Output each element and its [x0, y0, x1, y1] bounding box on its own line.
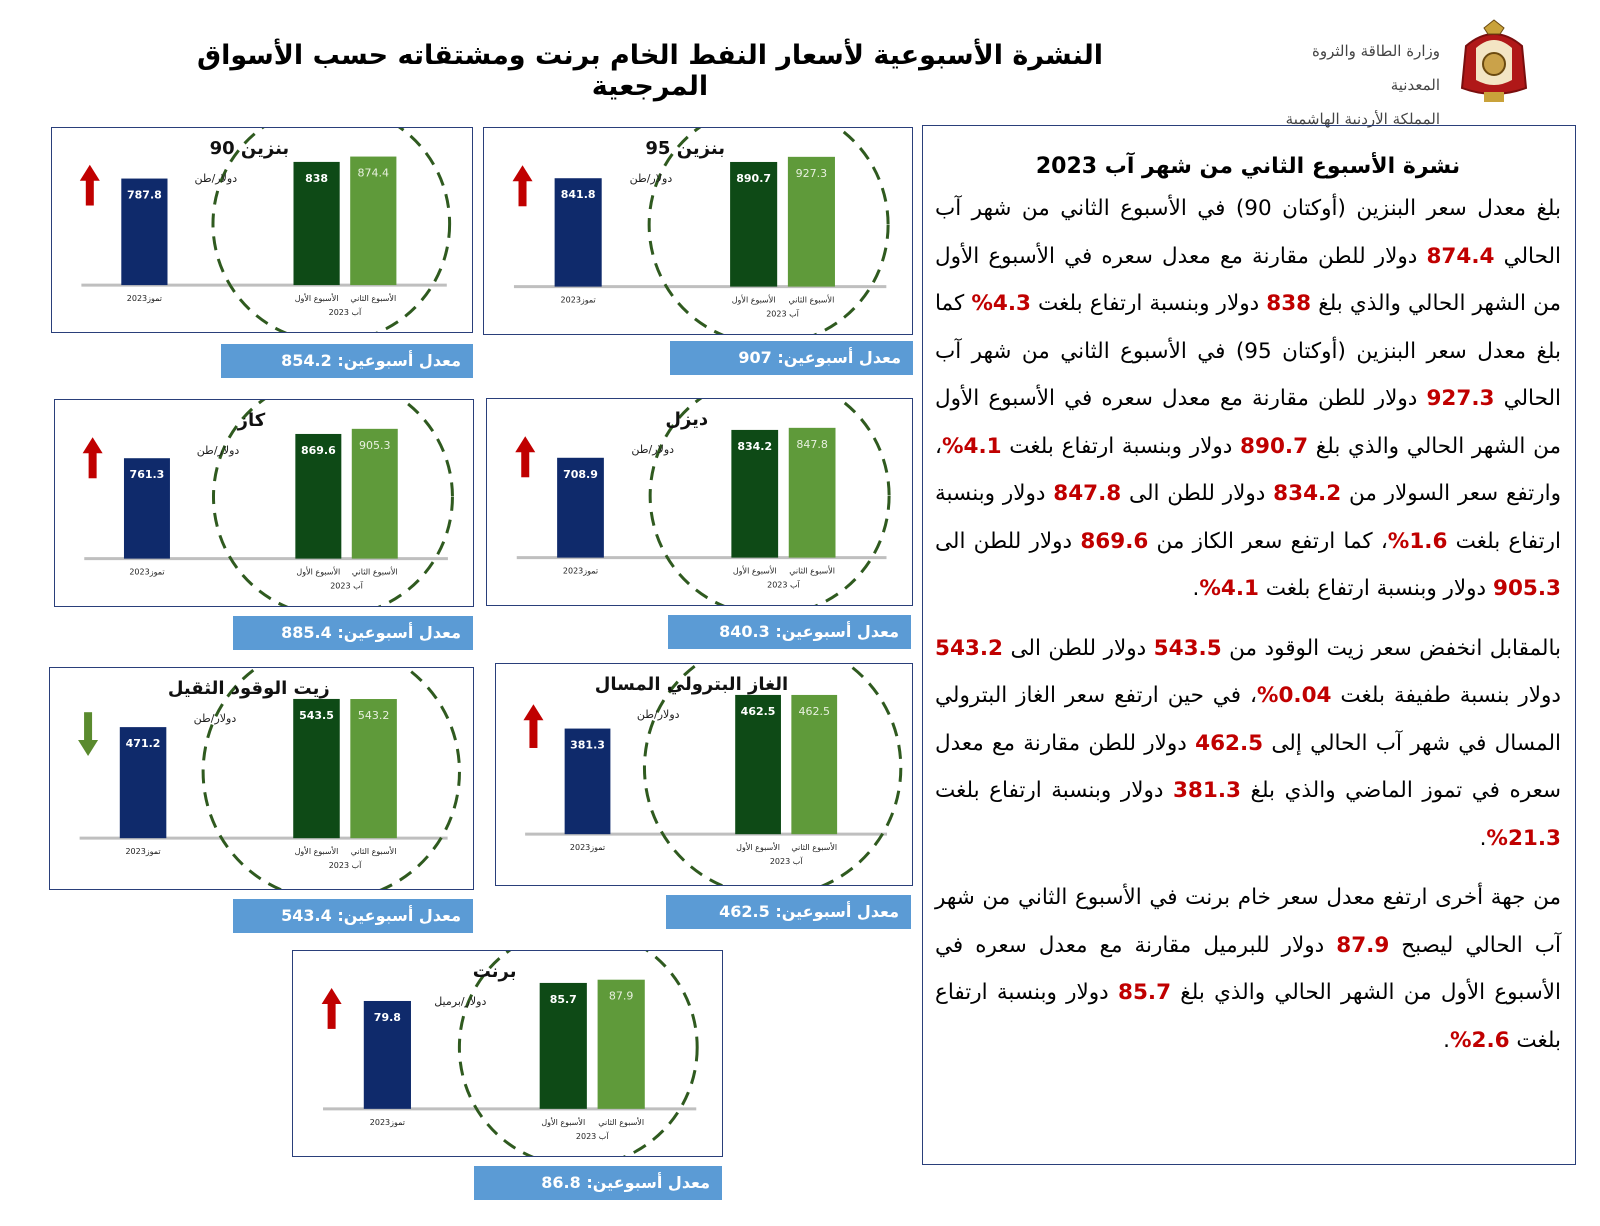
highlight-value: 927.3 [1426, 386, 1495, 411]
chart-svg [52, 128, 472, 332]
tick-label: تموز2023 [562, 566, 599, 576]
highlight-value: 890.7 [1240, 433, 1309, 459]
arrow-head [80, 165, 100, 181]
bulletin-text-segment: دولار وبنسبة ارتفاع بلغت [935, 778, 1173, 803]
chart-title: برنت [472, 961, 517, 982]
avg-label: معدل أسبوعين: [331, 906, 461, 925]
arrow-head [523, 704, 543, 720]
tick-label: الأسبوع الثاني [350, 847, 397, 857]
data-label: 543.2 [357, 709, 390, 723]
avg-banner-brent [474, 1166, 722, 1200]
tick-label: الأسبوع الثاني [351, 567, 398, 577]
highlight-value: 874.4 [1426, 243, 1495, 269]
highlight-value: 905.3 [1492, 576, 1561, 601]
chart-title: بنزين 95 [645, 138, 725, 159]
highlight-value: 2.6% [1449, 1027, 1510, 1053]
unit-label: دولار/طن [194, 172, 238, 185]
arrow-shaft [521, 450, 529, 477]
data-label: 381.3 [570, 738, 605, 752]
highlight-value: 847.8 [1053, 481, 1122, 506]
avg-value: 462.5 [719, 902, 770, 921]
bulletin-text-segment: بالمقابل انخفض سعر زيت الوقود من [1221, 635, 1561, 661]
bulletin-text-segment: دولار للبرميل مقارنة مع معدل سعره في الأسبوع الأول من الشهر الحالي والذي بلغ [935, 932, 1561, 1005]
arrow-head [513, 165, 533, 181]
bulletin-text-segment: دولار للطن الى [1003, 635, 1154, 661]
arrow-head [78, 740, 98, 756]
unit-label: دولار/طن [629, 172, 673, 185]
data-label: 471.2 [125, 737, 161, 751]
tick-label: الأسبوع الأول [294, 847, 339, 857]
bulletin-text-segment: دولار وبنسبة ارتفاع بلغت [935, 980, 1561, 1053]
chart-kerosene [54, 399, 474, 607]
chart-svg [484, 128, 912, 334]
chart-benzine-90 [51, 127, 473, 333]
highlight-value: 87.9 [1336, 932, 1390, 958]
highlight-value: 4.1% [1199, 576, 1259, 601]
chart-benzine-95 [483, 127, 913, 335]
chart-diesel [486, 398, 913, 606]
group-label: آب 2023 [766, 309, 799, 319]
unit-label: دولار/طن [193, 712, 237, 725]
group-label: آب 2023 [575, 1131, 609, 1141]
avg-value: 907 [738, 348, 772, 367]
bulletin-text-segment: دولار للطن مقارنة مع معدل سعره في الأسبوع الأول من الشهر الحالي والذي بلغ [935, 386, 1561, 459]
bulletin-text-segment: ، كما ارتفع سعر الكاز من [1148, 528, 1388, 554]
bulletin-text-segment: دولار وبنسبة ارتفاع بلغت [935, 481, 1561, 554]
avg-label: معدل أسبوعين: [769, 622, 899, 641]
bulletin-text-segment: دولار للطن الى [1121, 481, 1274, 506]
tick-label: تموز2023 [129, 567, 165, 577]
tick-label: تموز2023 [369, 1117, 405, 1127]
unit-label: دولار/طن [636, 708, 680, 721]
data-label: 787.8 [127, 188, 162, 202]
tick-label: تموز2023 [125, 847, 161, 857]
chart-title: ديزل [665, 409, 709, 430]
data-label: 874.4 [357, 166, 390, 180]
arrow-up-icon [80, 165, 100, 206]
chart-title: الغاز البترولي المسال [594, 674, 789, 695]
group-label: آب 2023 [328, 308, 362, 318]
ministry-name-block [1270, 34, 1440, 136]
highlight-value: 1.6% [1387, 528, 1448, 554]
arrow-head [322, 988, 342, 1004]
chart-title: كاز [237, 410, 266, 431]
data-label: 708.9 [563, 467, 598, 481]
highlight-value: 21.3% [1486, 825, 1561, 851]
highlight-value: 4.3% [971, 291, 1031, 316]
arrow-shaft [89, 451, 97, 478]
tick-label: الأسبوع الأول [731, 295, 776, 305]
tick-label: الأسبوع الثاني [789, 566, 836, 576]
tick-label: الأسبوع الأول [294, 294, 339, 304]
tick-label: الأسبوع الأول [296, 567, 341, 577]
coat-of-arms-icon [1454, 18, 1534, 108]
data-label: 905.3 [359, 438, 391, 452]
data-label: 462.5 [740, 704, 776, 718]
arrow-shaft [328, 1002, 336, 1029]
data-label: 838 [305, 171, 329, 185]
chart-heavy-fuel-oil [49, 667, 474, 890]
ministry-logo [1272, 18, 1534, 128]
page-title: النشرة الأسبوعية لأسعار النفط الخام برنت ومشتقاته حسب الأسواق المرجعية [196, 40, 1104, 102]
bulletin-text-segment: كما بلغ معدل سعر البنزين (أوكتان 95) في الأسبوع الثاني من شهر آب الحالي [935, 291, 1561, 411]
avg-banner-diesel [668, 615, 911, 649]
bulletin-heading: نشرة الأسبوع الثاني من شهر آب 2023 [1035, 154, 1461, 179]
data-label: 927.3 [795, 166, 828, 180]
unit-label: دولار/برميل [434, 995, 487, 1008]
arrow-head [515, 436, 535, 452]
ministry-name: وزارة الطاقة والثروة المعدنية [1311, 42, 1440, 94]
chart-svg [487, 399, 912, 605]
avg-value: 86.8 [541, 1173, 581, 1192]
data-label: 462.5 [798, 704, 830, 718]
data-label: 87.9 [608, 989, 634, 1003]
chart-title: بنزين 90 [209, 138, 290, 159]
avg-label: معدل أسبوعين: [580, 1173, 710, 1192]
arrow-shaft [529, 718, 537, 748]
data-label: 79.8 [373, 1010, 401, 1024]
arrow-up-icon [322, 988, 342, 1029]
chart-svg [55, 400, 473, 606]
kingdom-name: المملكة الأردنية الهاشمية [1285, 110, 1440, 128]
data-label: 761.3 [129, 468, 165, 482]
avg-value: 840.3 [719, 622, 770, 641]
tick-label: تموز2023 [560, 295, 596, 305]
avg-label: معدل أسبوعين: [769, 902, 899, 921]
tick-label: تموز2023 [126, 294, 163, 304]
chart-brent [292, 950, 723, 1157]
bulletin-text-segment: . [1479, 825, 1487, 851]
avg-banner-heavy-fuel-oil [233, 899, 473, 933]
tick-label: الأسبوع الأول [732, 566, 777, 576]
bulletin-text-segment: . [1192, 576, 1200, 601]
tick-label: الأسبوع الثاني [350, 294, 397, 304]
bulletin-text-segment: من جهة أخرى ارتفع معدل سعر خام برنت في الأسبوع الثاني من شهر آب الحالي ليصبح [935, 885, 1561, 958]
data-label: 834.2 [737, 439, 773, 453]
bulletin-text-segment: دولار للطن مقارنة مع معدل سعره في الأسبوع الأول من الشهر الحالي والذي بلغ [935, 243, 1561, 316]
group-label: آب 2023 [328, 861, 362, 871]
bulletin-paragraph-gasoline [935, 185, 1561, 613]
highlight-value: 462.5 [1195, 730, 1264, 756]
highlight-value: 0.04% [1256, 683, 1332, 708]
highlight-value: 543.2 [935, 635, 1004, 661]
arrow-shaft [84, 712, 92, 742]
data-label: 869.6 [300, 443, 336, 457]
bulletin-text-segment: دولار بنسبة طفيفة بلغت [1331, 683, 1561, 708]
bulletin-text-segment: ، في حين ارتفع سعر الغاز البترولي المسال في شهر آب الحالي إلى [935, 683, 1561, 756]
bulletin-text-segment: بلغ معدل سعر البنزين (أوكتان 90) في الأسبوع الثاني من شهر آب الحالي [935, 196, 1561, 269]
arrow-shaft [519, 179, 527, 206]
avg-value: 854.2 [281, 351, 332, 370]
bulletin-text-segment: دولار للطن مقارنة مع معدل سعره في تموز الماضي والذي بلغ [935, 730, 1561, 803]
arrow-down-icon [78, 712, 98, 756]
arrow-up-icon [513, 165, 533, 206]
highlight-value: 543.5 [1153, 635, 1222, 661]
data-label: 85.7 [549, 992, 577, 1006]
bulletin-text-segment: دولار وبنسبة ارتفاع بلغت [1258, 576, 1493, 601]
data-label: 890.7 [736, 171, 772, 185]
group-label: آب 2023 [769, 857, 803, 867]
arrow-up-icon [83, 437, 103, 478]
arrow-up-icon [515, 436, 535, 477]
chart-svg [50, 668, 473, 889]
highlight-value: 381.3 [1172, 778, 1241, 803]
unit-label: دولار/طن [631, 443, 675, 456]
avg-banner-benzine-95 [670, 341, 913, 375]
avg-value: 885.4 [281, 623, 332, 642]
tick-label: تموز2023 [569, 843, 606, 853]
chart-lpg [495, 663, 913, 886]
highlight-value: 85.7 [1117, 980, 1172, 1005]
bulletin-paragraph-brent [935, 874, 1561, 1064]
data-label: 847.8 [796, 437, 828, 451]
tick-label: الأسبوع الثاني [791, 843, 838, 853]
arrow-up-icon [523, 704, 543, 748]
group-label: آب 2023 [330, 581, 363, 591]
bulletin-text-segment: دولار للطن الى [935, 528, 1081, 554]
avg-label: معدل أسبوعين: [331, 623, 461, 642]
data-label: 543.5 [299, 708, 334, 722]
data-label: 841.8 [560, 188, 596, 202]
bulletin-paragraph-fuel-oil-lpg [935, 625, 1561, 863]
bulletin-text-segment: ، وارتفع سعر السولار من [935, 433, 1561, 506]
highlight-value: 838 [1266, 291, 1312, 316]
tick-label: الأسبوع الأول [736, 843, 780, 853]
tick-label: الأسبوع الأول [541, 1117, 586, 1127]
chart-svg [496, 664, 912, 885]
bulletin-text-segment: دولار وبنسبة ارتفاع بلغت [1030, 291, 1267, 316]
tick-label: الأسبوع الثاني [598, 1117, 645, 1127]
avg-label: معدل أسبوعين: [331, 351, 461, 370]
highlight-value: 4.1% [941, 433, 1002, 459]
chart-svg [293, 951, 722, 1156]
avg-banner-kerosene [233, 616, 473, 650]
highlight-value: 834.2 [1273, 481, 1342, 506]
bulletin-text-segment: . [1443, 1027, 1450, 1053]
arrow-head [83, 437, 103, 453]
avg-banner-lpg [666, 895, 911, 929]
avg-banner-benzine-90 [221, 344, 473, 378]
avg-value: 543.4 [281, 906, 332, 925]
unit-label: دولار/طن [196, 444, 240, 457]
tick-label: الأسبوع الثاني [788, 295, 835, 305]
avg-label: معدل أسبوعين: [771, 348, 901, 367]
arrow-shaft [86, 179, 94, 206]
bulletin-text-box [922, 125, 1576, 1165]
chart-title: زيت الوقود الثقيل [167, 678, 330, 699]
highlight-value: 869.6 [1080, 528, 1149, 554]
group-label: آب 2023 [767, 580, 800, 590]
bulletin-text-segment: دولار وبنسبة ارتفاع بلغت [1001, 433, 1241, 459]
